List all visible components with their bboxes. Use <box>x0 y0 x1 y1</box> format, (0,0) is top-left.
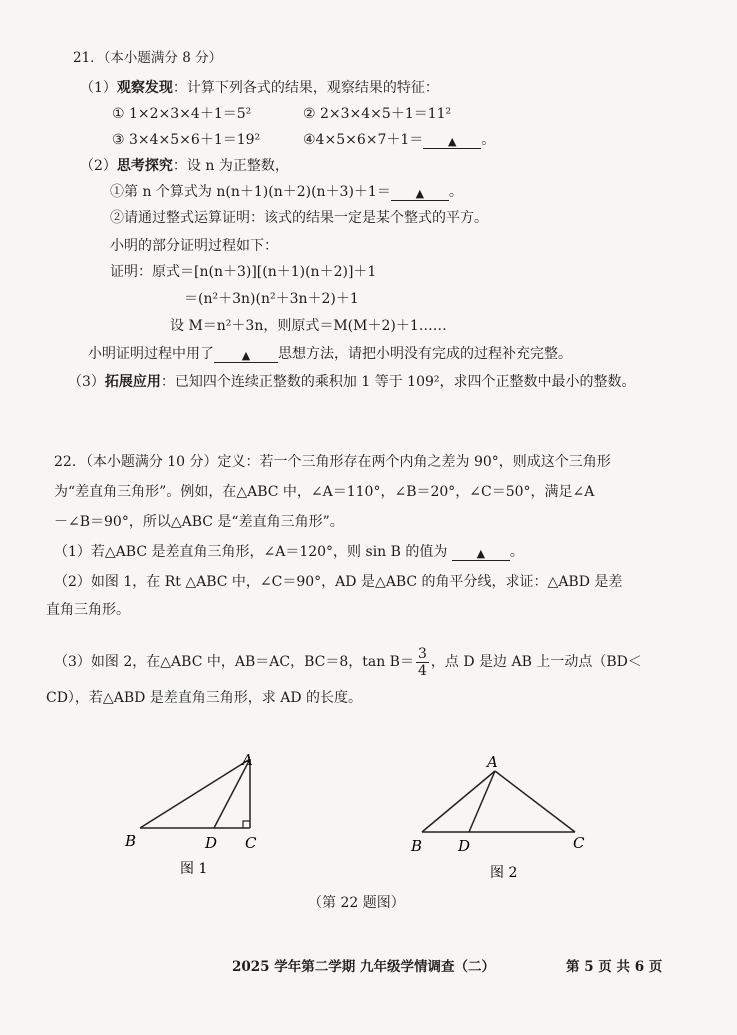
fig1-label-d: D <box>205 834 218 852</box>
triangle-mark-icon: ▲ <box>448 135 457 148</box>
q21-eq1: ① 1×2×3×4＋1＝5² <box>112 106 252 122</box>
fig2-label-d: D <box>458 837 471 855</box>
q21-part2-item2: ②请通过整式运算证明：该式的结果一定是某个整式的平方。 <box>110 210 488 226</box>
q21-method-answer-blank[interactable] <box>214 345 278 363</box>
triangle-mark-icon: ▲ <box>415 187 425 200</box>
fig1-label-c: C <box>245 834 257 852</box>
period: 。 <box>481 132 496 148</box>
figure-1 <box>110 745 290 880</box>
q21-proof-line2: ＝(n²＋3n)(n²＋3n＋2)＋1 <box>184 291 359 307</box>
q21-method-text-a: 小明证明过程中用了 <box>88 346 214 362</box>
q21-proof-line3: 设 M＝n²＋3n，则原式＝M(M＋2)＋1…… <box>170 318 447 334</box>
fig2-label-c: C <box>573 834 585 852</box>
fraction-denominator: 4 <box>417 662 427 679</box>
fig1-label-a: A <box>242 751 253 769</box>
q21-part2-text: ：设 n 为正整数， <box>172 158 289 174</box>
q21-part2-item1 <box>110 182 463 202</box>
q21-eq3: ③ 3×4×5×6＋1＝19² <box>112 132 261 148</box>
q21-eq2: ② 2×3×4×5＋1＝11² <box>303 106 452 122</box>
q21-part2-answer-blank[interactable] <box>391 183 449 201</box>
fraction-numerator: 3 <box>417 645 427 662</box>
q22-part3-line2: CD），若△ABD 是差直角三角形，求 AD 的长度。 <box>46 690 363 706</box>
q21-part1-text: ：计算下列各式的结果，观察结果的特征： <box>172 80 439 96</box>
tan-b-fraction <box>416 646 429 679</box>
fig1-caption: 图 1 <box>180 861 208 877</box>
fig1-label-b: B <box>125 832 137 850</box>
q22-part3-text-pre: （3）如图 2，在△ABC 中，AB＝AC，BC＝8，tan B＝ <box>54 654 414 670</box>
fig2-label-a: A <box>487 753 498 771</box>
q21-part3-title: 拓展应用 <box>104 374 161 390</box>
q22-part2-line2: 直角三角形。 <box>46 602 130 618</box>
fig2-label-b: B <box>411 837 423 855</box>
triangle-mark-icon: ▲ <box>476 547 486 560</box>
q21-part3-line <box>68 372 636 392</box>
page-number: 第 5 页 共 6 页 <box>566 959 663 975</box>
q21-part1-title: 观察发现 <box>116 80 173 96</box>
q21-part1-line <box>80 78 439 98</box>
q21-eq4-answer-blank[interactable] <box>423 131 481 149</box>
q22-part1-answer-blank[interactable] <box>452 543 510 561</box>
q22-intro-line3: －∠B＝90°，所以△ABC 是“差直角三角形”。 <box>54 514 344 530</box>
period: 。 <box>448 184 463 200</box>
q22-part2-line1: （2）如图 1，在 Rt △ABC 中，∠C＝90°，AD 是△ABC 的角平分线，求证：△ABD 是差 <box>54 574 623 590</box>
q21-method-text-b: 思想方法，请把小明没有完成的过程补充完整。 <box>278 346 572 362</box>
q22-intro-line1: 22．（本小题满分 10 分）定义：若一个三角形存在两个内角之差为 90°，则成这个三角形 <box>54 454 611 470</box>
q21-eq4 <box>303 130 495 150</box>
q22-part3-text-post: ，点 D 是边 AB 上一动点（BD＜ <box>430 654 642 670</box>
q21-part3-text: ：已知四个连续正整数的乘积加 1 等于 109²，求四个正整数中最小的整数。 <box>160 374 636 390</box>
q21-part2-line <box>80 156 289 176</box>
q22-part3-line1 <box>54 640 642 684</box>
q21-header: 21．（本小题满分 8 分） <box>73 50 223 66</box>
footer-title: 2025 学年第二学期 九年级学情调查（二） <box>232 959 495 975</box>
q21-method-line <box>88 344 572 364</box>
q21-xiaoming-intro: 小明的部分证明过程如下： <box>110 238 278 254</box>
q21-part3-label: （3） <box>68 374 105 390</box>
triangle-mark-icon: ▲ <box>241 349 251 362</box>
q22-part1-line <box>54 542 524 562</box>
figures-caption: （第 22 题图） <box>308 895 405 911</box>
q22-part1-text: （1）若△ABC 是差直角三角形，∠A＝120°，则 sin B 的值为 <box>54 544 448 560</box>
q21-part2-title: 思考探究 <box>116 158 173 174</box>
q21-eq4-text: ④4×5×6×7＋1＝ <box>303 132 424 148</box>
q21-part1-label: （1） <box>80 80 117 96</box>
period: 。 <box>509 544 524 560</box>
q21-part2-label: （2） <box>80 158 117 174</box>
fig2-caption: 图 2 <box>490 865 518 881</box>
q21-part2-item1-text: ①第 n 个算式为 n(n＋1)(n＋2)(n＋3)＋1＝ <box>110 184 391 200</box>
figure-2 <box>405 752 605 887</box>
q21-proof-line1: 证明：原式＝[n(n＋3)][(n＋1)(n＋2)]＋1 <box>110 264 377 280</box>
q22-intro-line2: 为“差直角三角形”。例如，在△ABC 中，∠A＝110°，∠B＝20°，∠C＝50°，满足∠A <box>54 484 595 500</box>
